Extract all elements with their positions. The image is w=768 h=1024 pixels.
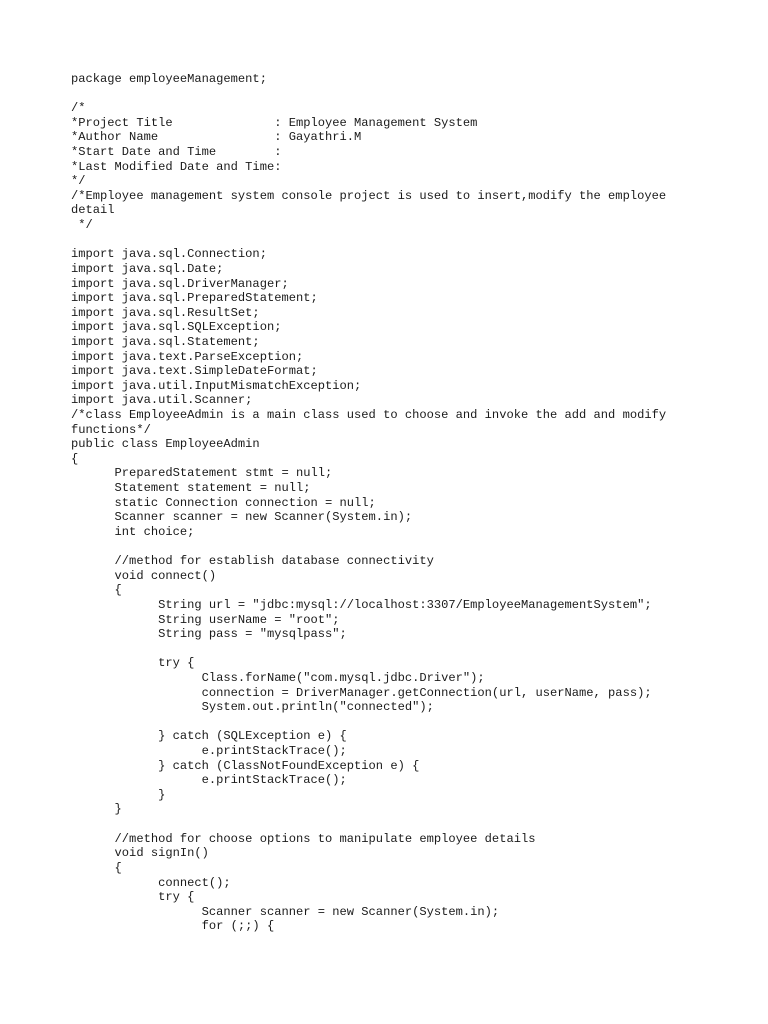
code-line: *Last Modified Date and Time: [71, 159, 282, 174]
code-line: { [71, 583, 122, 598]
code-line: import java.sql.Connection; [71, 247, 267, 262]
code-line: connect(); [71, 875, 231, 890]
code-line: /*class EmployeeAdmin is a main class used to choose and invoke the add and modify [71, 408, 667, 423]
code-line: void signIn() [71, 846, 209, 861]
code-line: //method for establish database connectivity [71, 554, 434, 569]
code-line: } catch (ClassNotFoundException e) { [71, 758, 420, 773]
code-line [71, 87, 731, 102]
code-line: import java.sql.ResultSet; [71, 305, 260, 320]
code-line: } [71, 802, 122, 817]
code-line [71, 233, 731, 248]
code-line: import java.util.InputMismatchException; [71, 378, 362, 393]
code-line: /* [71, 101, 86, 116]
code-line: /*Employee management system console project is used to insert,modify the employee [71, 188, 667, 203]
code-line: *Project Title : Employee Management System [71, 115, 478, 130]
code-line: } catch (SQLException e) { [71, 729, 347, 744]
code-line: try { [71, 656, 195, 671]
code-line: for (;;) { [71, 919, 275, 934]
code-line: int choice; [71, 524, 195, 539]
code-line: System.out.println("connected"); [71, 700, 434, 715]
code-line: functions*/ [71, 422, 151, 437]
code-line: //method for choose options to manipulate employee details [71, 831, 536, 846]
code-line: void connect() [71, 568, 217, 583]
code-line: public class EmployeeAdmin [71, 437, 260, 452]
code-line: import java.sql.DriverManager; [71, 276, 289, 291]
code-line: static Connection connection = null; [71, 495, 376, 510]
code-line [71, 715, 731, 730]
code-line: e.printStackTrace(); [71, 773, 347, 788]
code-line: import java.sql.SQLException; [71, 320, 282, 335]
code-line: connection = DriverManager.getConnection(url, userName, pass); [71, 685, 652, 700]
code-line: detail [71, 203, 115, 218]
code-line: { [71, 451, 79, 466]
code-line: String userName = "root"; [71, 612, 340, 627]
code-line: */ [71, 174, 86, 189]
code-line: Scanner scanner = new Scanner(System.in); [71, 510, 413, 525]
code-listing [71, 72, 731, 934]
code-line: } [71, 787, 166, 802]
code-line: import java.sql.PreparedStatement; [71, 291, 318, 306]
code-line [71, 540, 731, 555]
code-line: e.printStackTrace(); [71, 744, 347, 759]
code-line: */ [71, 218, 93, 233]
code-line: package employeeManagement; [71, 72, 267, 86]
code-line: *Start Date and Time : [71, 145, 282, 160]
code-line: import java.text.SimpleDateFormat; [71, 364, 318, 379]
code-line: PreparedStatement stmt = null; [71, 466, 333, 481]
code-line: import java.sql.Statement; [71, 334, 260, 349]
code-line [71, 642, 731, 657]
code-line: import java.sql.Date; [71, 261, 224, 276]
code-line: import java.text.ParseException; [71, 349, 304, 364]
code-line: { [71, 860, 122, 875]
code-line: Scanner scanner = new Scanner(System.in); [71, 904, 500, 919]
code-line: Statement statement = null; [71, 481, 311, 496]
code-line: *Author Name : Gayathri.M [71, 130, 362, 145]
code-line: Class.forName("com.mysql.jdbc.Driver"); [71, 670, 485, 685]
code-line [71, 817, 731, 832]
code-line: import java.util.Scanner; [71, 393, 253, 408]
code-line: try { [71, 890, 195, 905]
code-line: String pass = "mysqlpass"; [71, 627, 347, 642]
code-line: String url = "jdbc:mysql://localhost:3307/EmployeeManagementSystem"; [71, 597, 652, 612]
